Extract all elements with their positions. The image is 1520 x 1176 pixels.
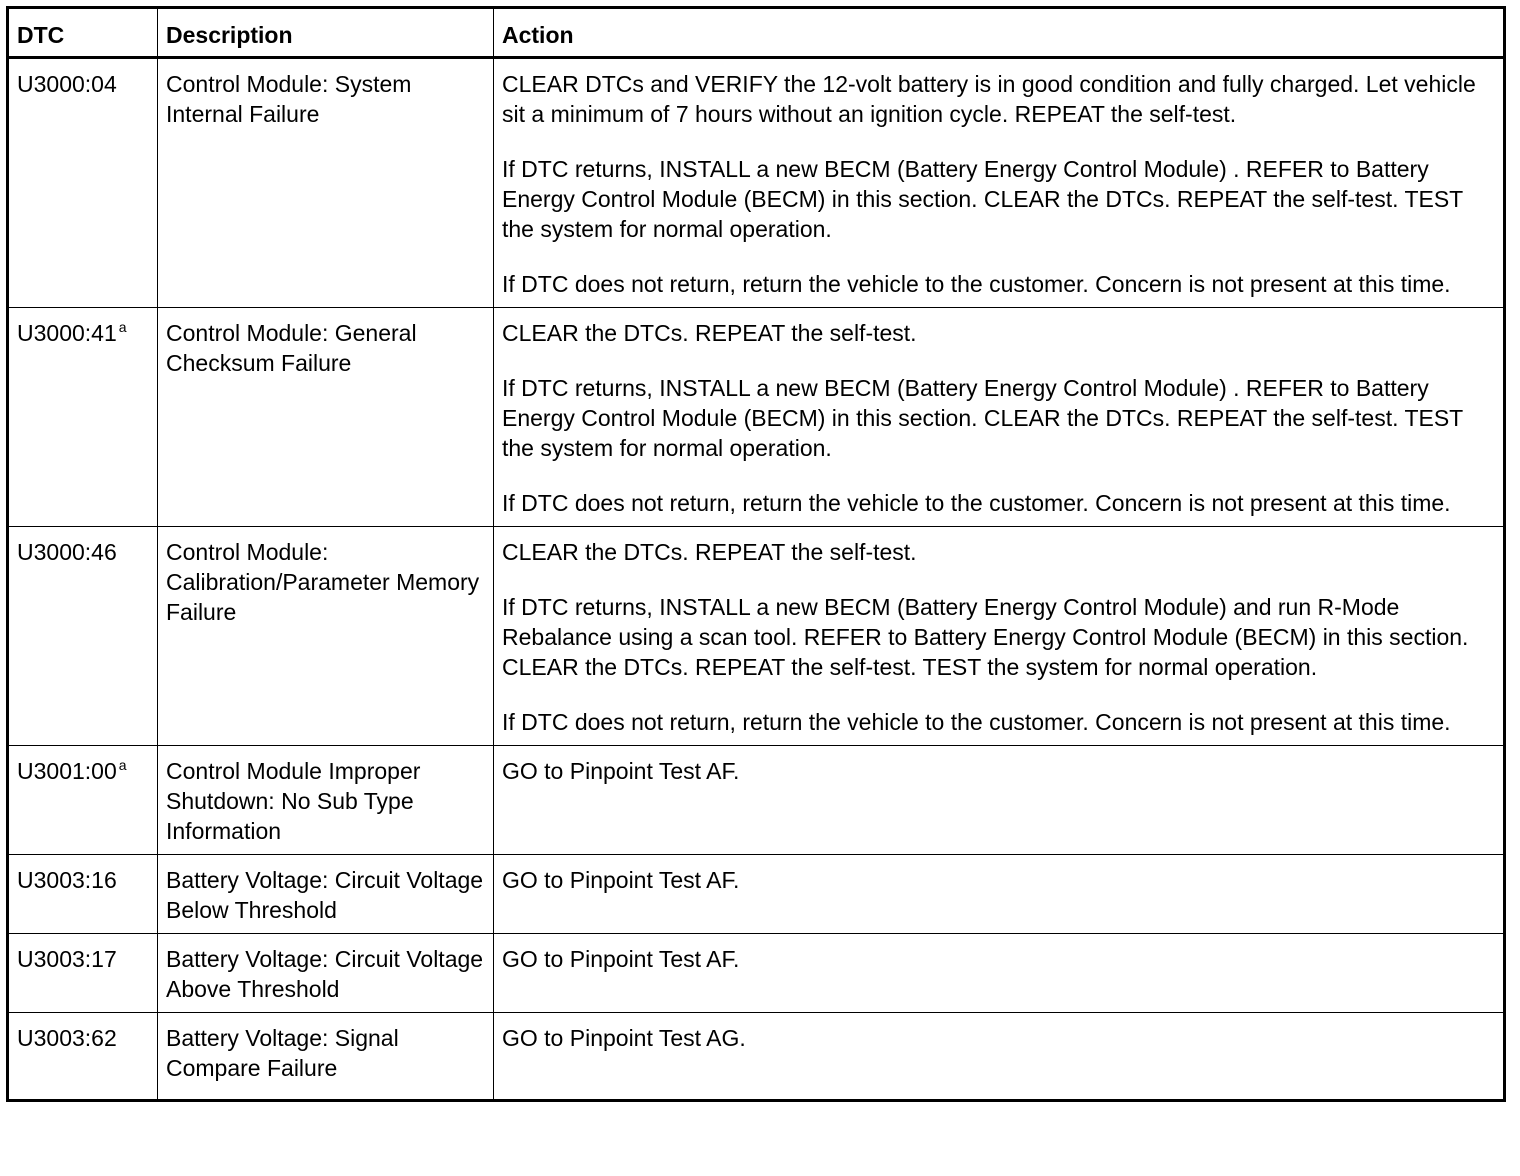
table-row (8, 58, 1505, 308)
header-dtc: DTC (8, 8, 158, 58)
dtc-code: U3001:00 (17, 758, 117, 784)
action-paragraph: CLEAR the DTCs. REPEAT the self-test. (502, 539, 917, 565)
table-row (8, 1013, 1505, 1101)
action-paragraph: CLEAR the DTCs. REPEAT the self-test. (502, 320, 917, 346)
action-cell (494, 855, 1505, 934)
action-paragraph: GO to Pinpoint Test AF. (502, 867, 740, 893)
action-cell (494, 308, 1505, 527)
footnote-marker: a (118, 757, 127, 774)
dtc-code: U3003:16 (17, 867, 117, 893)
dtc-code: U3000:04 (17, 71, 117, 97)
description-cell: Control Module: General Checksum Failure (158, 308, 494, 527)
dtc-cell (8, 527, 158, 746)
action-paragraph: GO to Pinpoint Test AF. (502, 946, 740, 972)
description-cell: Control Module Improper Shutdown: No Sub Type Information (158, 746, 494, 855)
action-paragraph: CLEAR DTCs and VERIFY the 12-volt battery is in good condition and fully charged. Let vehicle sit a minimum of 7 hours without an ignition cycle. REPEAT the self-test. (502, 71, 1476, 127)
dtc-cell (8, 934, 158, 1013)
table-row (8, 746, 1505, 855)
table-header-row (8, 8, 1505, 58)
footnote-marker: a (118, 319, 127, 336)
dtc-cell (8, 58, 158, 308)
action-paragraph: If DTC returns, INSTALL a new BECM (Battery Energy Control Module) . REFER to Battery Energy Control Module (BECM) in this section. CLEAR the DTCs. REPEAT the self-test. TEST the system for normal operation. (502, 156, 1463, 242)
table-row (8, 934, 1505, 1013)
action-paragraph: If DTC does not return, return the vehicle to the customer. Concern is not present at this time. (502, 271, 1451, 297)
action-paragraph: GO to Pinpoint Test AG. (502, 1025, 746, 1051)
table-body (8, 58, 1505, 1101)
description-cell: Battery Voltage: Signal Compare Failure (158, 1013, 494, 1101)
action-paragraph: If DTC does not return, return the vehicle to the customer. Concern is not present at this time. (502, 709, 1451, 735)
header-action: Action (494, 8, 1505, 58)
dtc-cell (8, 308, 158, 527)
action-paragraph: If DTC returns, INSTALL a new BECM (Battery Energy Control Module) and run R-Mode Rebalance using a scan tool. REFER to Battery Energy Control Module (BECM) in this section. CLEAR the DTCs. REPEAT the self-test. TEST the system for normal operation. (502, 594, 1469, 680)
action-paragraph: If DTC does not return, return the vehicle to the customer. Concern is not present at this time. (502, 490, 1451, 516)
dtc-cell (8, 746, 158, 855)
action-cell (494, 746, 1505, 855)
dtc-code: U3003:62 (17, 1025, 117, 1051)
description-cell: Control Module: System Internal Failure (158, 58, 494, 308)
action-paragraph: If DTC returns, INSTALL a new BECM (Battery Energy Control Module) . REFER to Battery Energy Control Module (BECM) in this section. CLEAR the DTCs. REPEAT the self-test. TEST the system for normal operation. (502, 375, 1463, 461)
description-cell: Control Module: Calibration/Parameter Memory Failure (158, 527, 494, 746)
action-cell (494, 1013, 1505, 1101)
dtc-code: U3003:17 (17, 946, 117, 972)
dtc-code: U3000:41 (17, 320, 117, 346)
dtc-table (6, 6, 1506, 1102)
dtc-cell (8, 1013, 158, 1101)
action-cell (494, 527, 1505, 746)
description-cell: Battery Voltage: Circuit Voltage Above Threshold (158, 934, 494, 1013)
dtc-cell (8, 855, 158, 934)
action-cell (494, 934, 1505, 1013)
description-cell: Battery Voltage: Circuit Voltage Below Threshold (158, 855, 494, 934)
table-row (8, 308, 1505, 527)
action-cell (494, 58, 1505, 308)
table-row (8, 855, 1505, 934)
action-paragraph: GO to Pinpoint Test AF. (502, 758, 740, 784)
header-description: Description (158, 8, 494, 58)
dtc-code: U3000:46 (17, 539, 117, 565)
table-row (8, 527, 1505, 746)
